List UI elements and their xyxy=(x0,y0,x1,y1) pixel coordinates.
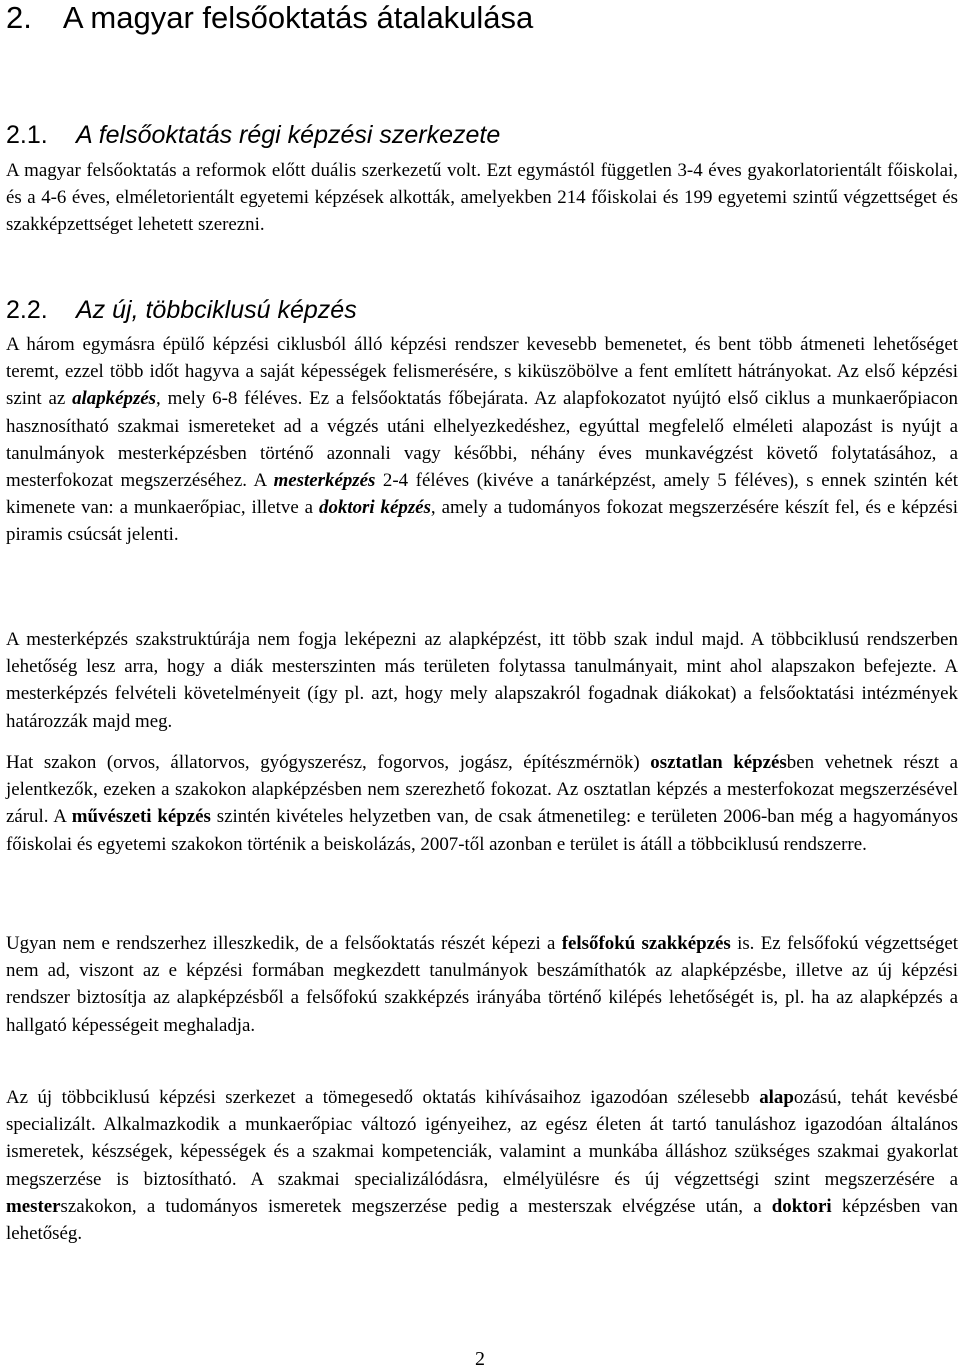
section-heading-2-2 xyxy=(6,296,357,325)
page-number: 2 xyxy=(475,1348,485,1370)
emphasis-muveszeti-kepzes: művészeti képzés xyxy=(71,806,211,828)
emphasis-doktori-kepzes: doktori képzés xyxy=(319,497,431,519)
text-run: szintén kivételes helyzetben van, de csak átmenetileg: e területen 2006-ban még a hagyományos főiskolai és egyetemi szakokon történik a beiskolázás, 2007-től azonban e terület is átáll a többciklusú rendszerre. xyxy=(6,806,958,855)
text-run: 2-4 féléves (kivéve a tanárképzést, amely 5 féléves), s ennek szintén két kimenete van: a munkaerőpiac, illetve a xyxy=(6,470,958,519)
section-number: 2.1. xyxy=(6,121,48,149)
section-title: Az új, többciklusú képzés xyxy=(76,296,357,324)
paragraph-master-structure: A mesterképzés szakstruktúrája nem fogja leképezni az alapképzést, itt több szak indul majd. A többciklusú rendszerben lehetőség lesz arra, hogy a diák mesterszinten más területen folytassa tanulmányait, mint ahol alapszakon befejezte. A mesterképzés felvételi követelményeit (így pl. azt, hogy mely alapszakról fogadnak diákokat) a felsőoktatási intézmények határozzák majd meg. xyxy=(6,629,958,732)
emphasis-doktori: doktori xyxy=(771,1195,832,1217)
text-run: Az új többciklusú képzési szerkezet a tömegesedő oktatás kihívásaihoz igazodóan szélesebb xyxy=(6,1087,760,1108)
emphasis-alapkepzes: alapképzés xyxy=(72,388,157,410)
text-run: , mely 6-8 féléves. Ez a felsőoktatás főbejárata. Az alapfokozatot nyújtó első ciklus a munkaerőpiacon hasznosítható szakmai ismereteket ad a végzés utáni elhelyezkedéshez, egyúttal megfelelő elméleti alapozást is nyújt a tanulmányok mesterképzésben történő azonnali vagy későbbi, néhány éves munkavégzést követő folytatásához, a mesterfokozat megszerzéséhez. A xyxy=(6,388,958,492)
emphasis-alap: alap xyxy=(759,1087,794,1108)
paragraph-new-structure xyxy=(6,331,958,549)
text-run: is. Ez felsőfokú végzettséget nem ad, viszont az e képzési formában megkezdett tanulmányok beszámíthatók az alapképzésbe, illetve az új képzési rendszer biztosítja az alapképzésből a felsőfokú szakképzés irányába történő kilépés lehetőségét is, pl. ha az alapképzés a hallgató képességeit meghaladja. xyxy=(6,933,958,1036)
emphasis-mester: mester xyxy=(6,1195,61,1217)
section-heading-2-1 xyxy=(6,121,500,150)
text-run: szakokon, a tudományos ismeretek megszerzése pedig a mesterszak elvégzése után, a xyxy=(60,1195,772,1217)
emphasis-felsofoku-szakkepzes: felsőfokú szakképzés xyxy=(561,933,731,954)
text-run: ozású, tehát kevésbé specializált. Alkalmazkodik a munkaerőpiac változó igényeihez, az egész életen át tartó tanuláshoz igazodóan általános ismeretek, készségek, képességek és a szakmai kompetenciák, valamint a munkába álláshoz szükséges szakmai gyakorlat megszerzése is biztosítható. A szakmai specializálódásra, elmélyülésre és új végzettségi szint megszerzésére a xyxy=(6,1087,959,1190)
section-title: A felsőoktatás régi képzési szerkezete xyxy=(76,121,501,149)
text-run: A három egymásra épülő képzési ciklusból álló képzési rendszer kevesebb bemenetet, és bent több átmeneti lehetőséget teremt, ezzel több időt hagyva a saját képességek felismerésére, s kiküszöbölve a fent említett hátrányokat. Az első képzési szint az xyxy=(6,334,958,410)
paragraph-vocational-training xyxy=(6,930,958,1039)
text-run: Ugyan nem e rendszerhez illeszkedik, de a felsőoktatás részét képezi a xyxy=(6,933,562,954)
paragraph-old-structure: A magyar felsőoktatás a reformok előtt duális szerkezetű volt. Ezt egymástól független 3-4 éves gyakorlatorientált főiskolai, és a 4-6 éves, elméletorientált egyetemi képzések alkották, amelyekben 214 főiskolai és 199 egyetemi szintű végzettséget és szakképzettséget lehetett szerezni. xyxy=(6,160,958,236)
text-run: , amely a tudományos fokozat megszerzésére készít fel, és e képzési piramis csúcsát jelenti. xyxy=(6,497,958,546)
text-run: Hat szakon (orvos, állatorvos, gyógyszerész, fogorvos, jogász, építészmérnök) xyxy=(6,752,651,773)
emphasis-osztatlan-kepzes: osztatlan képzés xyxy=(650,752,787,773)
text-run: ben vehetnek részt a jelentkezők, ezeken a szakokon alapképzésben nem szerezhető fokozat. Az osztatlan képzés a mesterfokozat megszerzésével zárul. A xyxy=(6,752,958,828)
text-run: képzésben van lehetőség. xyxy=(6,1195,958,1245)
chapter-heading: 2. A magyar felsőoktatás átalakulása xyxy=(6,0,534,35)
paragraph-undivided-training xyxy=(6,749,958,858)
emphasis-mesterkepzes: mesterképzés xyxy=(273,470,376,492)
section-number: 2.2. xyxy=(6,296,48,324)
paragraph-broad-foundation xyxy=(6,1084,958,1247)
